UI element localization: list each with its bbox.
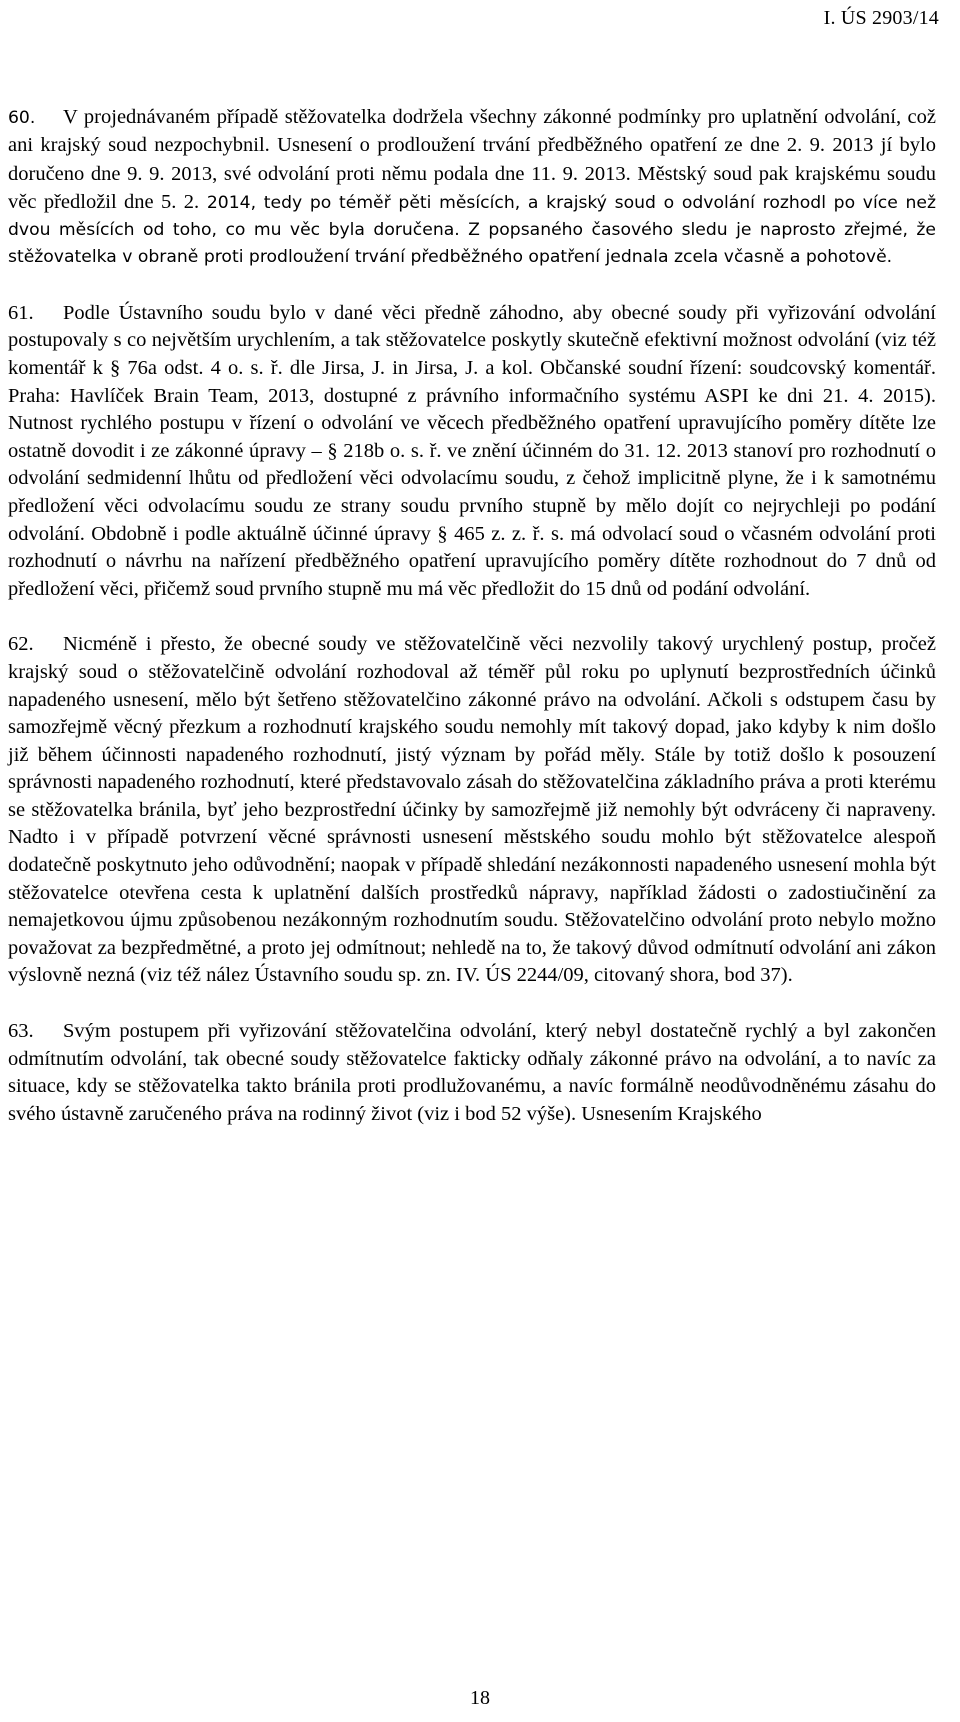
paragraph-text: Nicméně i přesto, že obecné soudy ve stěžovatelčině věci nezvolily takový urychlený postup, pročež krajský soud o stěžovatelčině odvolání rozhodoval až téměř půl roku po uplynutí bezprostředních účinků napadeného usnesení, mělo být šetřeno stěžovatelčino zákonné právo na odvolání. Ačkoli s odstupem času by samozřejmě věcný přezkum a rozhodnutí krajského soudu nemohly mít takový dopad, jako kdyby k nim došlo již během účinnosti napadeného rozhodnutí, jistý význam by pořád měly. Stále by totiž došlo k posouzení správnosti napadeného rozhodnutí, které představovalo zásah do stěžovatelčina základního práva a proti kterému se stěžovatelka bránila, byť jeho bezprostřední účinky by samozřejmě již nemohly být odvráceny či napraveny. Nadto i v případě potvrzení věcné správnosti usnesení městského soudu mohlo být stěžovatelce alespoň dodatečně poskytnuto jeho odůvodnění; naopak v případě shledání nezákonnosti napadeného usnesení mohla být stěžovatelce otevřena cesta k uplatnění dalších prostředků nápravy, například žádosti o zadostiučinění za nemajetkovou újmu způsobenou nezákonným rozhodnutím soudu. Stěžovatelčino odvolání proto nebylo možno považovat za bezpředmětné, a proto jej odmítnout; nehledě na to, že takový důvod odmítnutí odvolání ani zákon výslovně nezná (viz též nález Ústavního soudu sp. zn. IV. ÚS 2244/09, citovaný shora, bod 37).	[8, 633, 936, 987]
paragraph-61	[8, 300, 936, 604]
paragraph-60	[8, 104, 936, 272]
paragraph-text: 2014, tedy po téměř pěti měsících, a krajský soud o odvolání rozhodl po více než dvou měsících od toho, co mu věc byla doručena. Z popsaného časového sledu je naprosto zřejmé, že stěžovatelka v obraně proti prodloužení trvání předběžného opatření jednala zcela včasně a pohotově.	[8, 192, 936, 268]
paragraph-number: 63.	[8, 1020, 34, 1043]
page-number: 18	[470, 1687, 490, 1709]
paragraph-text: Podle Ústavního soudu bylo v dané věci předně záhodno, aby obecné soudy při vyřizování odvolání postupovaly s co největším urychlením, a tak stěžovatelce poskytly skutečně efektivní možnost odvolání (viz též komentář k § 76a odst. 4 o. s. ř. dle Jirsa, J. in Jirsa, J. a kol. Občanské soudní řízení: soudcovský komentář. Praha: Havlíček Brain Team, 2013, dostupné z právního informačního systému ASPI ke dni 21. 4. 2015). Nutnost rychlého postupu v řízení o odvolání ve věcech předběžného opatření upravujícího poměry dítěte lze ostatně dovodit i ze zákonné úpravy – § 218b o. s. ř. ve znění účinném do 31. 12. 2013 stanoví pro rozhodnutí o odvolání sedmidenní lhůtu od předložení věci odvolacímu soudu, z čehož implicitně plyne, že i k samotnému předložení věci odvolacímu soudu ze strany soudu prvního stupně by mělo dojít co nejrychleji po podání odvolání. Obdobně i podle aktuálně účinné úpravy § 465 z. z. ř. s. má odvolací soud o včasném odvolání proti rozhodnutí o návrhu na nařízení předběžného opatření upravujícího poměry dítěte rozhodnout do 7 dnů od předložení věci, přičemž soud prvního stupně mu má věc předložit do 15 dnů od podání odvolání.	[8, 301, 936, 600]
document-body	[8, 104, 936, 1156]
paragraph-63	[8, 1018, 936, 1128]
case-reference: I. ÚS 2903/14	[823, 7, 939, 29]
paragraph-number: 60.	[8, 108, 36, 128]
paragraph-number: 61.	[8, 301, 34, 324]
paragraph-number: 62.	[8, 633, 34, 656]
paragraph-lead-text: V projednávaném případě stěžovatelka dodržela všechny zákonné podmínky pro uplatnění odvolání, což ani krajský soud nezpochybnil. Usnesení o prodloužení trvání předběžného opatření ze dne 2. 9. 2013 jí bylo doručeno dne 9. 9. 2013, své odvolání proti němu podala dne 11. 9. 2013. Městský soud pak krajskému soudu věc předložil dne 5. 2.	[8, 106, 936, 213]
paragraph-62	[8, 631, 936, 990]
paragraph-text: Svým postupem při vyřizování stěžovatelčina odvolání, který nebyl dostatečně rychlý a byl zakončen odmítnutím odvolání, tak obecné soudy stěžovatelce fakticky odňaly zákonné právo na odvolání, a to navíc za situace, kdy se stěžovatelka takto bránila proti prodlužovanému, a navíc formálně neodůvodněnému zásahu do svého ústavně zaručeného práva na rodinný život (viz i bod 52 výše). Usnesením Krajského	[8, 1020, 936, 1125]
